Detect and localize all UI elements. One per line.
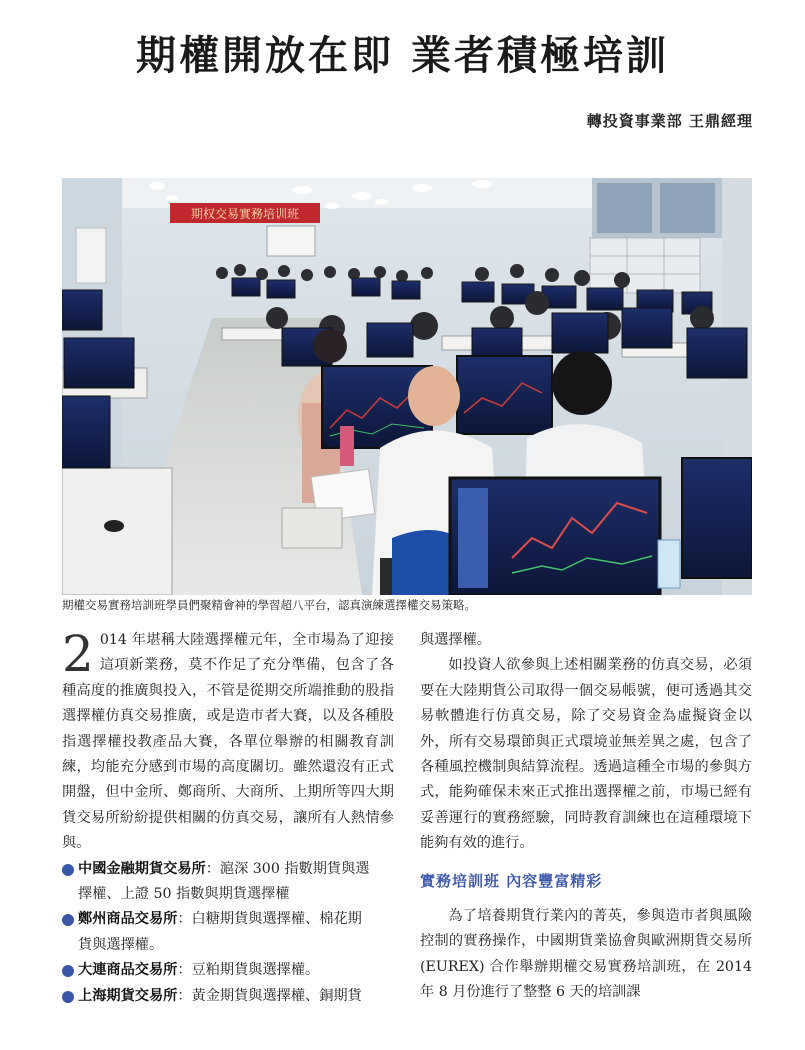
list-item	[62, 984, 394, 1009]
bullet-icon	[62, 965, 74, 977]
continued-paragraph: 與選擇權。	[420, 632, 491, 648]
exchange-name: 上海期貨交易所	[78, 987, 178, 1004]
classroom-photo	[62, 178, 752, 595]
intro-paragraph	[62, 625, 394, 857]
exchange-name: 大連商品交易所	[78, 962, 178, 979]
article-author: 轉投資事業部 王鼎經理	[586, 112, 753, 130]
exchange-products: ：滬深 300 指數期貨與選	[205, 860, 370, 877]
body-paragraph: 為了培養期貨行業內的菁英，參與造市者與風險控制的實務操作，中國期貨業協會與歐洲期貨交易所 (EUREX) 合作舉辦期權交易實務培訓班，在 2014 年 8 月份進行了整整 6 天的培訓課	[420, 908, 752, 1001]
bullet-icon	[62, 991, 74, 1003]
list-item	[62, 958, 394, 983]
bullet-icon	[62, 914, 74, 926]
left-column	[62, 625, 394, 1009]
intro-text: 014 年堪稱大陸選擇權元年，全市場為了迎接這項新業務，莫不作足了充分準備，包含了各種高度的推廣與投入，不管是從期交所端推動的股指選擇權仿真交易推廣，或是造市者大賽，以及各種股指選擇權投教產品大賽，各單位舉辦的相關教育訓練，均能充分感到市場的高度關切。雖然還沒有正式開盤，但中金所、鄭商所、大商所、上期所等四大期貨交易所紛紛提供相關的仿真交易，讓所有人熱情參與。	[62, 632, 394, 852]
exchange-name: 中國金融期貨交易所	[78, 860, 206, 877]
bullet-icon	[62, 864, 74, 876]
article-title: 期權開放在即 業者積極培訓	[136, 33, 669, 79]
exchange-products: ：黃金期貨與選擇權、銅期貨	[177, 987, 362, 1004]
photo-caption: 期權交易實務培訓班學員們聚精會神的學習超八平台，認真演練選擇權交易策略。	[62, 598, 476, 612]
dropcap: 2	[62, 625, 94, 683]
exchange-name: 鄭州商品交易所	[78, 911, 178, 928]
exchange-products: ：白糖期貨與選擇權、棉花期	[177, 911, 362, 928]
exchange-products-cont: 擇權、上證 50 指數與期貨選擇權	[78, 886, 290, 903]
banner-text: 期权交易實務培训班	[190, 207, 300, 221]
exchange-products-cont: 貨與選擇權。	[78, 936, 164, 953]
list-item	[62, 907, 394, 932]
section-heading: 實務培訓班 內容豐富精彩	[420, 871, 603, 890]
body-paragraph: 如投資人欲參與上述相關業務的仿真交易，必須要在大陸期貨公司取得一個交易帳號，便可透過其交易軟體進行仿真交易，除了交易資金為虛擬資金以外，所有交易環節與正式環境並無差異之處，包含了各種風控機制與結算流程。透過這種全市場的參與方式，能夠確保未來正式推出選擇權之前，市場已經有妥善運行的實務經驗，同時教育訓練也在這種環境下能夠有效的進行。	[420, 657, 752, 852]
right-column	[420, 628, 752, 1006]
exchange-products: ：豆粕期貨與選擇權。	[177, 962, 320, 979]
list-item	[62, 857, 394, 882]
